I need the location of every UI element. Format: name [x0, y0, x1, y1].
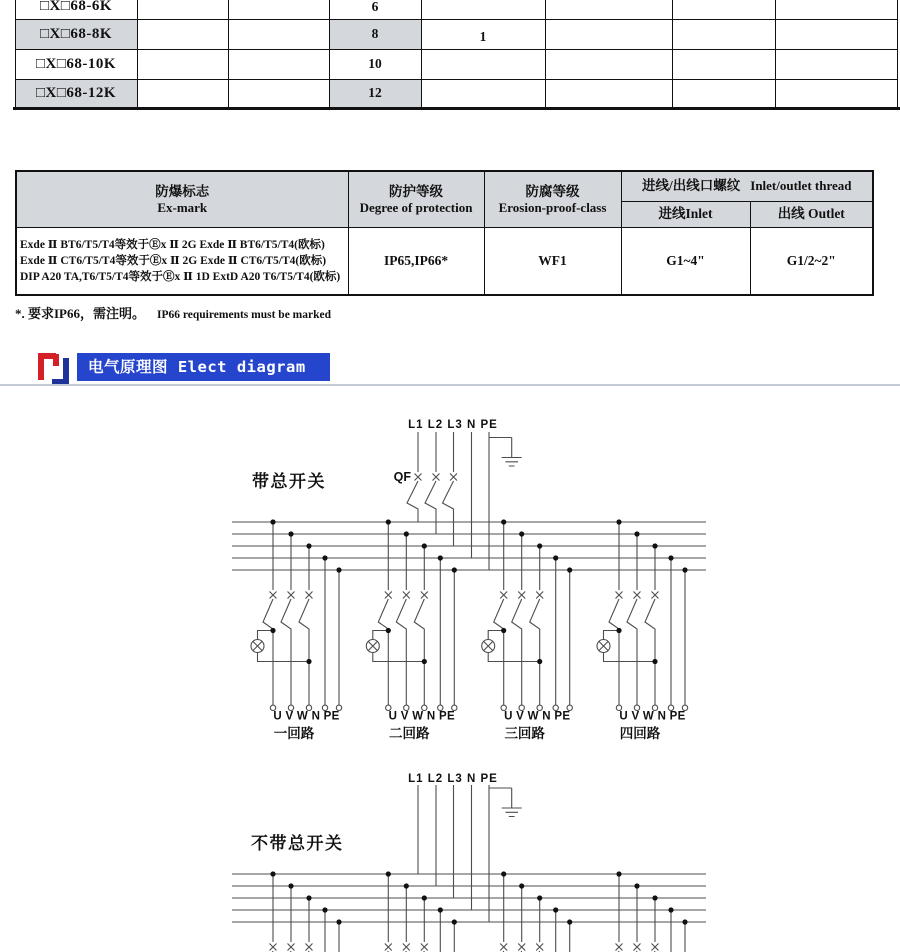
- header-protection: [348, 171, 484, 227]
- ground-icon: [502, 458, 522, 467]
- header-ex-mark-en: Ex-mark: [157, 199, 208, 215]
- main-breaker-label: QF: [393, 470, 411, 484]
- outlet-value: G1/2~2": [786, 252, 836, 268]
- terminal-labels: U V W N PE: [388, 710, 455, 723]
- header-outlet-label: 出线 Outlet: [777, 206, 845, 221]
- brand-logo-icon: [30, 349, 76, 389]
- diagram-without-main-switch: [0, 752, 900, 952]
- header-ex-mark: [16, 171, 348, 227]
- diagram-title: 带总开关: [252, 472, 326, 491]
- model-label: □X□68-10K: [35, 55, 117, 72]
- branch-circuit-4: [597, 519, 688, 710]
- model-label: □X□68-8K: [39, 25, 113, 42]
- header-thread-cn: 进线/出线口螺纹: [642, 178, 741, 194]
- model-cell: [15, 0, 137, 19]
- footnote: [15, 303, 331, 322]
- branch-circuit-1: [251, 871, 342, 952]
- footnote-en: IP66 requirements must be marked: [157, 309, 331, 321]
- section-banner: [77, 353, 330, 381]
- protection-value: IP65,IP66*: [383, 252, 449, 268]
- ground-icon: [502, 808, 522, 817]
- header-inlet-label: 进线Inlet: [658, 206, 713, 221]
- incoming-phase-labels: L1 L2 L3 N PE: [408, 773, 498, 785]
- cell-ex-mark: [16, 227, 348, 295]
- loops-value: 12: [368, 85, 382, 100]
- loops-cell: [329, 0, 421, 19]
- model-label: □X□68-6K: [39, 0, 113, 14]
- branch-circuit-3: [482, 519, 573, 710]
- terminal-labels: U V W N PE: [504, 710, 571, 723]
- branch-circuit-1: [251, 519, 342, 710]
- header-thread: [621, 171, 873, 201]
- cell-erosion: [484, 227, 621, 295]
- header-outlet: [750, 201, 873, 227]
- incoming-feed-lines: [418, 785, 522, 922]
- loops-value: 6: [371, 0, 379, 14]
- model-table: [0, 0, 900, 110]
- cell-outlet: [750, 227, 873, 295]
- header-erosion-cn: 防腐等级: [525, 183, 580, 199]
- header-protection-cn: 防护等级: [389, 183, 443, 199]
- circuit-name: 二回路: [389, 726, 430, 741]
- cell-protection: [348, 227, 484, 295]
- header-erosion: [484, 171, 621, 227]
- branch-circuit-3: [482, 871, 573, 952]
- terminal-labels: U V W N PE: [273, 710, 340, 723]
- cell-inlet: [621, 227, 750, 295]
- ex-mark-line: DIP A20 TA,T6/T5/T4等效于Ⓔx Ⅱ 1D ExtD A20 T6/T5/T4(欧标): [20, 270, 341, 283]
- model-cell: [15, 19, 137, 49]
- model-cell: [15, 49, 137, 79]
- header-ex-mark-cn: 防爆标志: [155, 183, 210, 199]
- loops-cell: [329, 19, 421, 49]
- header-thread-en: Inlet/outlet thread: [750, 178, 852, 194]
- spec-table: [15, 170, 874, 296]
- loops-cell: [329, 79, 421, 107]
- terminal-labels: U V W N PE: [619, 710, 686, 723]
- branch-circuit-2: [366, 871, 457, 952]
- circuit-name: 一回路: [273, 726, 315, 741]
- diagram-title: 不带总开关: [251, 834, 344, 853]
- model-cell: [15, 79, 137, 107]
- circuit-name: 三回路: [504, 726, 545, 741]
- branch-circuit-4: [597, 871, 688, 952]
- bus-lines: [232, 874, 706, 922]
- loops-cell: [329, 49, 421, 79]
- inlet-value: G1~4": [666, 252, 705, 268]
- footnote-cn: *. 要求IP66，需注明。: [15, 306, 146, 321]
- erosion-value: WF1: [538, 252, 567, 268]
- incoming-phase-labels: L1 L2 L3 N PE: [408, 419, 498, 431]
- branch-circuit-2: [366, 519, 457, 710]
- header-erosion-en: Erosion-proof-class: [498, 199, 607, 215]
- loops-value: 8: [371, 26, 379, 41]
- loops-value: 10: [368, 56, 382, 71]
- section-title: 电气原理图 Elect diagram: [88, 358, 306, 376]
- merged-value: 1: [479, 28, 487, 44]
- merged-cell: [421, 24, 545, 49]
- header-inlet: [621, 201, 750, 227]
- bus-lines: [232, 522, 706, 570]
- model-label: □X□68-12K: [35, 84, 117, 101]
- header-protection-en: Degree of protection: [359, 199, 473, 215]
- circuit-name: 四回路: [619, 726, 661, 741]
- section-divider: [0, 384, 900, 386]
- diagram-with-main-switch: [0, 388, 900, 760]
- ex-mark-line: Exde Ⅱ BT6/T5/T4等效于Ⓔx Ⅱ 2G Exde Ⅱ BT6/T5/T4(欧标): [20, 238, 325, 251]
- ex-mark-line: Exde Ⅱ CT6/T5/T4等效于Ⓔx Ⅱ 2G Exde Ⅱ CT6/T5/T4(欧标): [20, 254, 327, 267]
